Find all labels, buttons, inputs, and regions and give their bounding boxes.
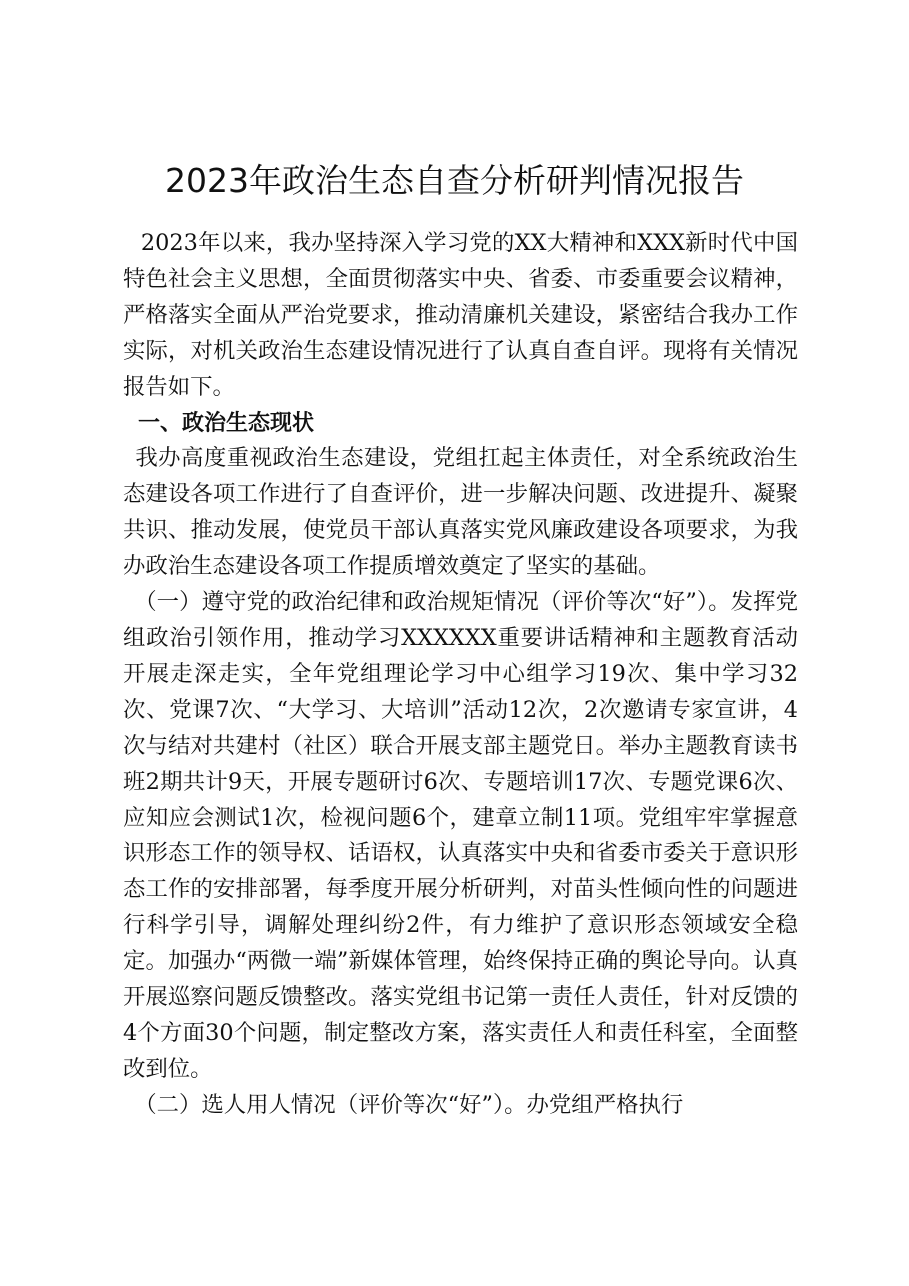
section-heading-political-ecology-status: 一、政治生态现状	[138, 410, 315, 436]
intro-paragraph: 2023年以来，我办坚持深入学习党的XX大精神和XXX新时代中国特色社会主义思想，全面贯彻落实中央、省委、市委重要会议精神，严格落实全面从严治党要求，推动清廉机关建设，紧密结合我办工作实际，对机关政治生态建设情况进行了认真自查自评。现将有关情况报告如下。	[123, 230, 798, 400]
item-paragraph-personnel-selection: （二）选人用人情况（评价等次“好”）。办党组严格执行	[134, 1091, 684, 1118]
item-paragraph-political-discipline: （一）遵守党的政治纪律和政治规矩情况（评价等次“好”）。发挥党组政治引领作用，推动学习XXXXXX重要讲话精神和主题教育活动开展走深走实，全年党组理论学习中心组学习19次、集中学习32次、党课7次、“大学习、大培训”活动12次，2次邀请专家宣讲，4次与结对共建村（社区）联合开展支部主题党日。举办主题教育读书班2期共计9天，开展专题研讨6次、专题培训17次、专题党课6次、应知应会测试1次，检视问题6个，建章立制11项。党组牢牢掌握意识形态工作的领导权、话语权，认真落实中央和省委市委关于意识形态工作的安排部署，每季度开展分析研判，对苗头性倾向性的问题进行科学引导，调解处理纠纷2件，有力维护了意识形态领域安全稳定。加强办“两微一端”新媒体管理，始终保持正确的舆论导向。认真开展巡察问题反馈整改。落实党组书记第一责任人责任，针对反馈的4个方面30个问题，制定整改方案，落实责任人和责任科室，全面整改到位。	[123, 589, 798, 1082]
section-paragraph: 我办高度重视政治生态建设，党组扛起主体责任，对全系统政治生态建设各项工作进行了自查评价，进一步解决问题、改进提升、凝聚共识、推动发展，使党员干部认真落实党风廉政建设各项要求，为我办政治生态建设各项工作提质增效奠定了坚实的基础。	[123, 445, 798, 580]
document-body	[123, 226, 798, 1124]
document-title: 2023年政治生态自查分析研判情况报告	[165, 161, 744, 200]
